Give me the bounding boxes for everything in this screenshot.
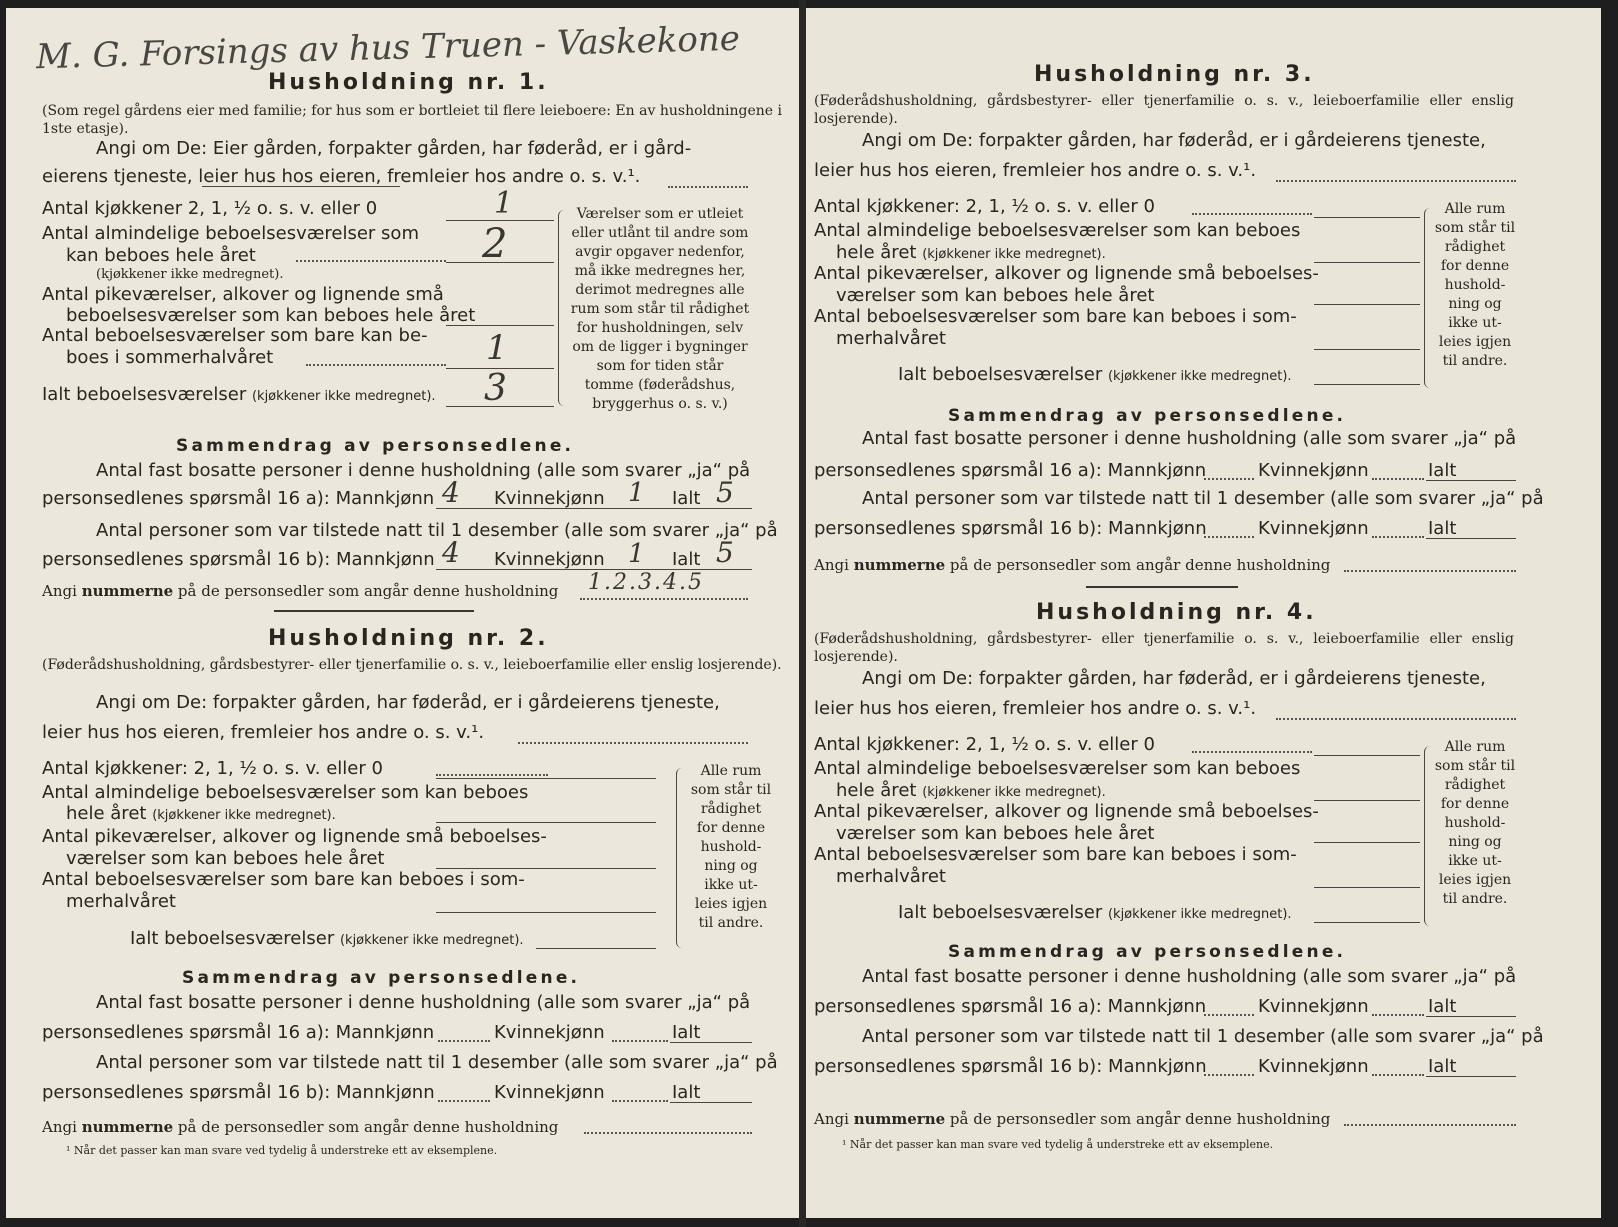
h2-row-summer: Antal beboelsesværelser som bare kan beboes i som- bbox=[42, 869, 525, 890]
page-fold bbox=[799, 0, 806, 1227]
h3-s2-i-label: Ialt bbox=[1428, 518, 1457, 539]
h2-ialt bbox=[130, 928, 524, 949]
h3-separator bbox=[1086, 586, 1238, 588]
household-1-title: Husholdning nr. 1. bbox=[268, 70, 549, 95]
h1-line-rooms bbox=[446, 262, 554, 263]
h2-s1-line1: Antal fast bosatte personer i denne husholdning (alle som svarer „ja“ på bbox=[96, 992, 751, 1013]
household-4-angi-dots bbox=[1276, 718, 1516, 720]
h3-nummer-row bbox=[814, 556, 1330, 574]
h3-s2-line2: personsedlenes spørsmål 16 b): Mannkjønn bbox=[814, 518, 1207, 539]
h4-line-1 bbox=[1314, 755, 1420, 756]
h2-nummer-dots bbox=[584, 1132, 752, 1134]
h2-footnote: ¹ Når det passer kan man svare ved tydelig å understreke ett av eksemplene. bbox=[66, 1144, 498, 1157]
h1-s2-i-label: Ialt bbox=[672, 549, 701, 570]
h2-line-ialt bbox=[536, 948, 656, 949]
h1-value-summer[interactable]: 1 bbox=[486, 328, 508, 368]
h3-s1-dots-m bbox=[1204, 478, 1254, 480]
h1-dots-rooms bbox=[296, 260, 446, 262]
h3-s2-dots-m bbox=[1204, 536, 1254, 538]
h3-nummer-post: på de personsedler som angår denne husholdning bbox=[949, 556, 1331, 574]
h3-line-ialt bbox=[1314, 384, 1420, 385]
h4-row-summer-2: merhalvåret bbox=[836, 866, 946, 887]
h3-row-summer: Antal beboelsesværelser som bare kan beboes i som- bbox=[814, 306, 1297, 327]
h1-s2-male[interactable]: 4 bbox=[442, 536, 460, 569]
h4-row-small-rooms: Antal pikeværelser, alkover og lignende små beboelses- bbox=[814, 801, 1319, 822]
h1-line-small-rooms bbox=[446, 325, 554, 326]
h1-s2-k-label: Kvinnekjønn bbox=[494, 549, 605, 570]
h4-nummer-dots bbox=[1344, 1124, 1516, 1126]
h4-line-2 bbox=[1314, 800, 1420, 801]
h2-line-4 bbox=[436, 912, 656, 913]
h4-s2-k-label: Kvinnekjønn bbox=[1258, 1056, 1369, 1077]
h2-row-summer-2: merhalvåret bbox=[66, 891, 176, 912]
household-3-angi-line2: leier hus hos eieren, fremleier hos andre o. s. v.¹. bbox=[814, 160, 1257, 181]
h4-line-3 bbox=[1314, 842, 1420, 843]
h2-row-rooms-2-text: hele året bbox=[66, 803, 147, 824]
h1-row-small-rooms-2: beboelsesværelser som kan beboes hele året bbox=[66, 305, 476, 326]
h2-s2-i-line bbox=[670, 1102, 752, 1103]
h4-nummer-row bbox=[814, 1110, 1330, 1128]
h4-brace bbox=[1424, 746, 1433, 926]
h2-s2-i-label: Ialt bbox=[672, 1082, 701, 1103]
h1-nummer-pre: Angi bbox=[42, 582, 77, 600]
h2-line-3 bbox=[436, 868, 656, 869]
h2-s1-line2: personsedlenes spørsmål 16 a): Mannkjønn bbox=[42, 1022, 435, 1043]
left-page bbox=[6, 8, 801, 1218]
h4-s2-dots-m bbox=[1204, 1074, 1254, 1076]
h1-line-ialt bbox=[446, 406, 554, 407]
household-2-note: (Føderådshusholdning, gårdsbestyrer- eller tjenerfamilie o. s. v., leieboerfamilie eller enslig losjerende). bbox=[42, 657, 782, 673]
h2-row-kitchens: Antal kjøkkener: 2, 1, ½ o. s. v. eller 0 bbox=[42, 758, 383, 779]
h1-row-rooms-3: (kjøkkener ikke medregnet). bbox=[96, 267, 284, 282]
h4-s1-i-label: Ialt bbox=[1428, 996, 1457, 1017]
h3-nummer-pre: Angi bbox=[814, 556, 849, 574]
household-1-angi-underline bbox=[202, 186, 400, 187]
h3-ialt-label: Ialt beboelsesværelser bbox=[898, 364, 1103, 385]
h1-value-ialt[interactable]: 3 bbox=[484, 368, 507, 409]
h1-nummer-value[interactable]: 1.2.3.4.5 bbox=[588, 570, 704, 595]
h1-nummer-row bbox=[42, 582, 558, 600]
household-2-angi-dots bbox=[518, 742, 748, 744]
h4-s2-dots-k bbox=[1372, 1074, 1424, 1076]
h1-s1-female[interactable]: 1 bbox=[628, 478, 645, 508]
household-3-title: Husholdning nr. 3. bbox=[1034, 62, 1315, 87]
h2-s2-line2: personsedlenes spørsmål 16 b): Mannkjønn bbox=[42, 1082, 435, 1103]
h4-row-kitchens: Antal kjøkkener: 2, 1, ½ o. s. v. eller 0 bbox=[814, 734, 1155, 755]
h1-s2-line2: personsedlenes spørsmål 16 b): Mannkjønn bbox=[42, 549, 435, 570]
h2-nummer-row bbox=[42, 1118, 558, 1136]
h4-s1-k-label: Kvinnekjønn bbox=[1258, 996, 1369, 1017]
h2-nummer-post: på de personsedler som angår denne husholdning bbox=[177, 1118, 559, 1136]
h1-ialt-text: Ialt beboelsesværelser bbox=[42, 384, 247, 405]
h3-row-small-rooms-2: værelser som kan beboes hele året bbox=[836, 285, 1155, 306]
h3-s1-line1: Antal fast bosatte personer i denne husholdning (alle som svarer „ja“ på bbox=[862, 428, 1517, 449]
h3-row-rooms-2 bbox=[836, 242, 1106, 263]
h3-row-rooms-2-text: hele året bbox=[836, 242, 917, 263]
h1-s1-underline bbox=[436, 508, 752, 509]
h4-row-rooms-2-text: hele året bbox=[836, 780, 917, 801]
h1-row-small-rooms: Antal pikeværelser, alkover og lignende små bbox=[42, 284, 444, 305]
h1-s1-line2 bbox=[42, 488, 434, 509]
h3-s1-i-line bbox=[1426, 480, 1516, 481]
h1-side-note: Værelser som er utleiet eller utlånt til andre som avgir opgaver nedenfor, må ikke medregnes her, derimot medregnes alle rum som står til rådighet for husholdningen, selv om de ligger i bygninger som for tiden står tomme (føderådshus, bryggerhus o. s. v.) bbox=[570, 206, 750, 412]
h3-summary-title: Sammendrag av personsedlene. bbox=[948, 406, 1347, 426]
h4-s2-i-label: Ialt bbox=[1428, 1056, 1457, 1077]
h3-s1-k-label: Kvinnekjønn bbox=[1258, 460, 1369, 481]
h3-ialt bbox=[898, 364, 1292, 385]
h1-s2-line1: Antal personer som var tilstede natt til 1 desember (alle som svarer „ja“ på bbox=[96, 520, 778, 541]
h3-s2-k-label: Kvinnekjønn bbox=[1258, 518, 1369, 539]
h2-nummer-pre: Angi bbox=[42, 1118, 77, 1136]
h2-row-small-rooms-2: værelser som kan beboes hele året bbox=[66, 848, 385, 869]
h2-s1-k-label: Kvinnekjønn bbox=[494, 1022, 605, 1043]
h2-nummer-bold: nummerne bbox=[81, 1118, 174, 1136]
h3-side-note: Alle rum som står til rådighet for denne hushold-ning og ikke ut-leies igjen til andre. bbox=[1434, 201, 1516, 369]
h4-s1-line1: Antal fast bosatte personer i denne husholdning (alle som svarer „ja“ på bbox=[862, 966, 1517, 987]
h2-s2-dots-k bbox=[612, 1100, 668, 1102]
h2-ialt-small: (kjøkkener ikke medregnet). bbox=[339, 933, 524, 948]
h4-dots-kitchens bbox=[1192, 751, 1312, 753]
household-4-title: Husholdning nr. 4. bbox=[1036, 600, 1317, 625]
h3-row-rooms-2-small: (kjøkkener ikke medregnet). bbox=[922, 247, 1106, 262]
h3-row-kitchens: Antal kjøkkener: 2, 1, ½ o. s. v. eller 0 bbox=[814, 196, 1155, 217]
right-page bbox=[806, 8, 1601, 1218]
h4-ialt-label: Ialt beboelsesværelser bbox=[898, 902, 1103, 923]
h4-s2-i-line bbox=[1426, 1076, 1516, 1077]
h3-brace bbox=[1424, 208, 1433, 388]
h3-row-small-rooms: Antal pikeværelser, alkover og lignende små beboelses- bbox=[814, 263, 1319, 284]
h2-s2-dots-m bbox=[438, 1100, 490, 1102]
h1-s2-female[interactable]: 1 bbox=[628, 539, 645, 569]
household-1-angi-line1: Angi om De: Eier gården, forpakter gården, har føderåd, er i gård- bbox=[96, 138, 692, 159]
h2-s1-dots-m bbox=[438, 1040, 490, 1042]
h4-side-note: Alle rum som står til rådighet for denne hushold-ning og ikke ut-leies igjen til andre. bbox=[1434, 739, 1516, 907]
h4-s1-i-line bbox=[1426, 1016, 1516, 1017]
h4-nummer-post: på de personsedler som angår denne husholdning bbox=[949, 1110, 1331, 1128]
h4-row-rooms: Antal almindelige beboelsesværelser som kan beboes bbox=[814, 758, 1301, 779]
h1-row-rooms-2: kan beboes hele året bbox=[66, 245, 256, 266]
h3-s2-line1: Antal personer som var tilstede natt til 1 desember (alle som svarer „ja“ på bbox=[862, 488, 1544, 509]
h4-ialt bbox=[898, 902, 1292, 923]
h4-nummer-bold: nummerne bbox=[853, 1110, 946, 1128]
h1-ialt-label bbox=[42, 384, 436, 405]
h3-s2-dots-k bbox=[1372, 536, 1424, 538]
h2-s1-dots-k bbox=[612, 1040, 668, 1042]
h2-row-small-rooms: Antal pikeværelser, alkover og lignende små beboelses- bbox=[42, 826, 547, 847]
h1-s1-i-label: Ialt bbox=[672, 488, 701, 509]
h1-nummer-post: på de personsedler som angår denne husholdning bbox=[177, 582, 559, 600]
h3-s1-i-label: Ialt bbox=[1428, 460, 1457, 481]
h2-row-rooms-2-small: (kjøkkener ikke medregnet). bbox=[152, 808, 336, 823]
h3-line-1 bbox=[1314, 217, 1420, 218]
h1-row-summer-rooms: Antal beboelsesværelser som bare kan be- bbox=[42, 325, 428, 346]
h4-row-summer: Antal beboelsesværelser som bare kan beboes i som- bbox=[814, 844, 1297, 865]
h2-brace bbox=[676, 768, 685, 948]
h1-s1-male[interactable]: 4 bbox=[442, 476, 460, 509]
h1-row-summer-rooms-2: boes i sommerhalvåret bbox=[66, 347, 274, 368]
h1-row-kitchens: Antal kjøkkener 2, 1, ½ o. s. v. eller 0 bbox=[42, 198, 378, 219]
h4-s2-line2: personsedlenes spørsmål 16 b): Mannkjønn bbox=[814, 1056, 1207, 1077]
h1-dots-summer bbox=[306, 364, 446, 366]
h4-row-rooms-2-small: (kjøkkener ikke medregnet). bbox=[922, 785, 1106, 800]
household-2-angi-line2: leier hus hos eieren, fremleier hos andre o. s. v.¹. bbox=[42, 722, 485, 743]
h4-s1-line2: personsedlenes spørsmål 16 a): Mannkjønn bbox=[814, 996, 1207, 1017]
h4-ialt-small: (kjøkkener ikke medregnet). bbox=[1107, 907, 1292, 922]
h3-line-2 bbox=[1314, 262, 1420, 263]
h2-row-rooms-2 bbox=[66, 803, 336, 824]
h4-s1-dots-k bbox=[1372, 1014, 1424, 1016]
h1-nummer-dots bbox=[580, 598, 748, 600]
household-2-title: Husholdning nr. 2. bbox=[268, 626, 549, 651]
h4-line-4 bbox=[1314, 887, 1420, 888]
h3-s2-i-line bbox=[1426, 538, 1516, 539]
h4-s1-dots-m bbox=[1204, 1014, 1254, 1016]
h3-s1-dots-k bbox=[1372, 478, 1424, 480]
h2-side-note: Alle rum som står til rådighet for denne hushold-ning og ikke ut-leies igjen til andre. bbox=[690, 763, 772, 931]
h1-s1-line1: Antal fast bosatte personer i denne husholdning (alle som svarer „ja“ på bbox=[96, 460, 751, 481]
h2-s2-k-label: Kvinnekjønn bbox=[494, 1082, 605, 1103]
h1-s1-k-label: Kvinnekjønn bbox=[494, 488, 605, 509]
h4-summary-title: Sammendrag av personsedlene. bbox=[948, 942, 1347, 962]
household-2-angi-line1: Angi om De: forpakter gården, har føderåd, er i gårdeierens tjeneste, bbox=[96, 692, 720, 713]
household-1-angi-dots bbox=[668, 186, 748, 188]
h4-line-ialt bbox=[1314, 922, 1420, 923]
h1-s2-total[interactable]: 5 bbox=[716, 536, 734, 569]
h3-line-4 bbox=[1314, 349, 1420, 350]
household-3-angi-line1: Angi om De: forpakter gården, har føderåd, er i gårdeierens tjeneste, bbox=[862, 130, 1486, 151]
household-4-angi-line2: leier hus hos eieren, fremleier hos andre o. s. v.¹. bbox=[814, 698, 1257, 719]
h3-nummer-bold: nummerne bbox=[853, 556, 946, 574]
h1-value-rooms[interactable]: 2 bbox=[482, 221, 508, 267]
h1-summary-title: Sammendrag av personsedlene. bbox=[176, 436, 575, 456]
h1-ialt-small: (kjøkkener ikke medregnet). bbox=[251, 389, 436, 404]
h3-ialt-small: (kjøkkener ikke medregnet). bbox=[1107, 369, 1292, 384]
h2-ialt-label: Ialt beboelsesværelser bbox=[130, 928, 335, 949]
h3-dots-kitchens bbox=[1192, 213, 1312, 215]
h3-s1-line2: personsedlenes spørsmål 16 a): Mannkjønn bbox=[814, 460, 1207, 481]
household-3-note: (Føderådshusholdning, gårdsbestyrer- eller tjenerfamilie o. s. v., leieboerfamilie eller enslig losjerende). bbox=[814, 93, 1514, 127]
h2-s1-i-label: Ialt bbox=[672, 1022, 701, 1043]
header-handwriting: M. G. Forsings av hus Truen - Vaskekone bbox=[35, 18, 741, 78]
h3-line-3 bbox=[1314, 304, 1420, 305]
h1-value-kitchens[interactable]: 1 bbox=[494, 186, 514, 221]
household-3-angi-dots bbox=[1276, 180, 1516, 182]
h4-footnote: ¹ Når det passer kan man svare ved tydelig å understreke ett av eksemplene. bbox=[842, 1138, 1274, 1151]
h1-s1-total[interactable]: 5 bbox=[716, 476, 734, 509]
h3-row-summer-2: merhalvåret bbox=[836, 328, 946, 349]
h2-row-rooms: Antal almindelige beboelsesværelser som kan beboes bbox=[42, 782, 529, 803]
household-1-note: (Som regel gårdens eier med familie; for hus som er bortleiet til flere leieboere: En av husholdningene i 1ste etasje). bbox=[42, 103, 782, 137]
h4-row-small-rooms-2: værelser som kan beboes hele året bbox=[836, 823, 1155, 844]
h2-s2-line1: Antal personer som var tilstede natt til 1 desember (alle som svarer „ja“ på bbox=[96, 1052, 778, 1073]
household-4-angi-line1: Angi om De: forpakter gården, har føderåd, er i gårdeierens tjeneste, bbox=[862, 668, 1486, 689]
h3-row-rooms: Antal almindelige beboelsesværelser som kan beboes bbox=[814, 220, 1301, 241]
h2-summary-title: Sammendrag av personsedlene. bbox=[182, 968, 581, 988]
h3-nummer-dots bbox=[1344, 570, 1516, 572]
h4-s2-line1: Antal personer som var tilstede natt til 1 desember (alle som svarer „ja“ på bbox=[862, 1026, 1544, 1047]
h2-s1-i-line bbox=[670, 1042, 752, 1043]
h1-brace bbox=[558, 210, 567, 406]
h4-nummer-pre: Angi bbox=[814, 1110, 849, 1128]
h1-row-rooms: Antal almindelige beboelsesværelser som bbox=[42, 223, 419, 244]
h4-row-rooms-2 bbox=[836, 780, 1106, 801]
h2-dots-kitchens bbox=[436, 774, 548, 776]
h1-nummer-bold: nummerne bbox=[81, 582, 174, 600]
h2-line-2 bbox=[436, 822, 656, 823]
h2-line-1 bbox=[436, 778, 656, 779]
h1-separator bbox=[274, 610, 474, 612]
household-4-note: (Føderådshusholdning, gårdsbestyrer- eller tjenerfamilie o. s. v., leieboerfamilie eller enslig losjerende). bbox=[814, 631, 1514, 665]
h1-s1-label: personsedlenes spørsmål 16 a): Mannkjønn bbox=[42, 488, 435, 509]
household-1-angi-line2: eierens tjeneste, leier hus hos eieren, fremleier hos andre o. s. v.¹. bbox=[42, 166, 641, 187]
